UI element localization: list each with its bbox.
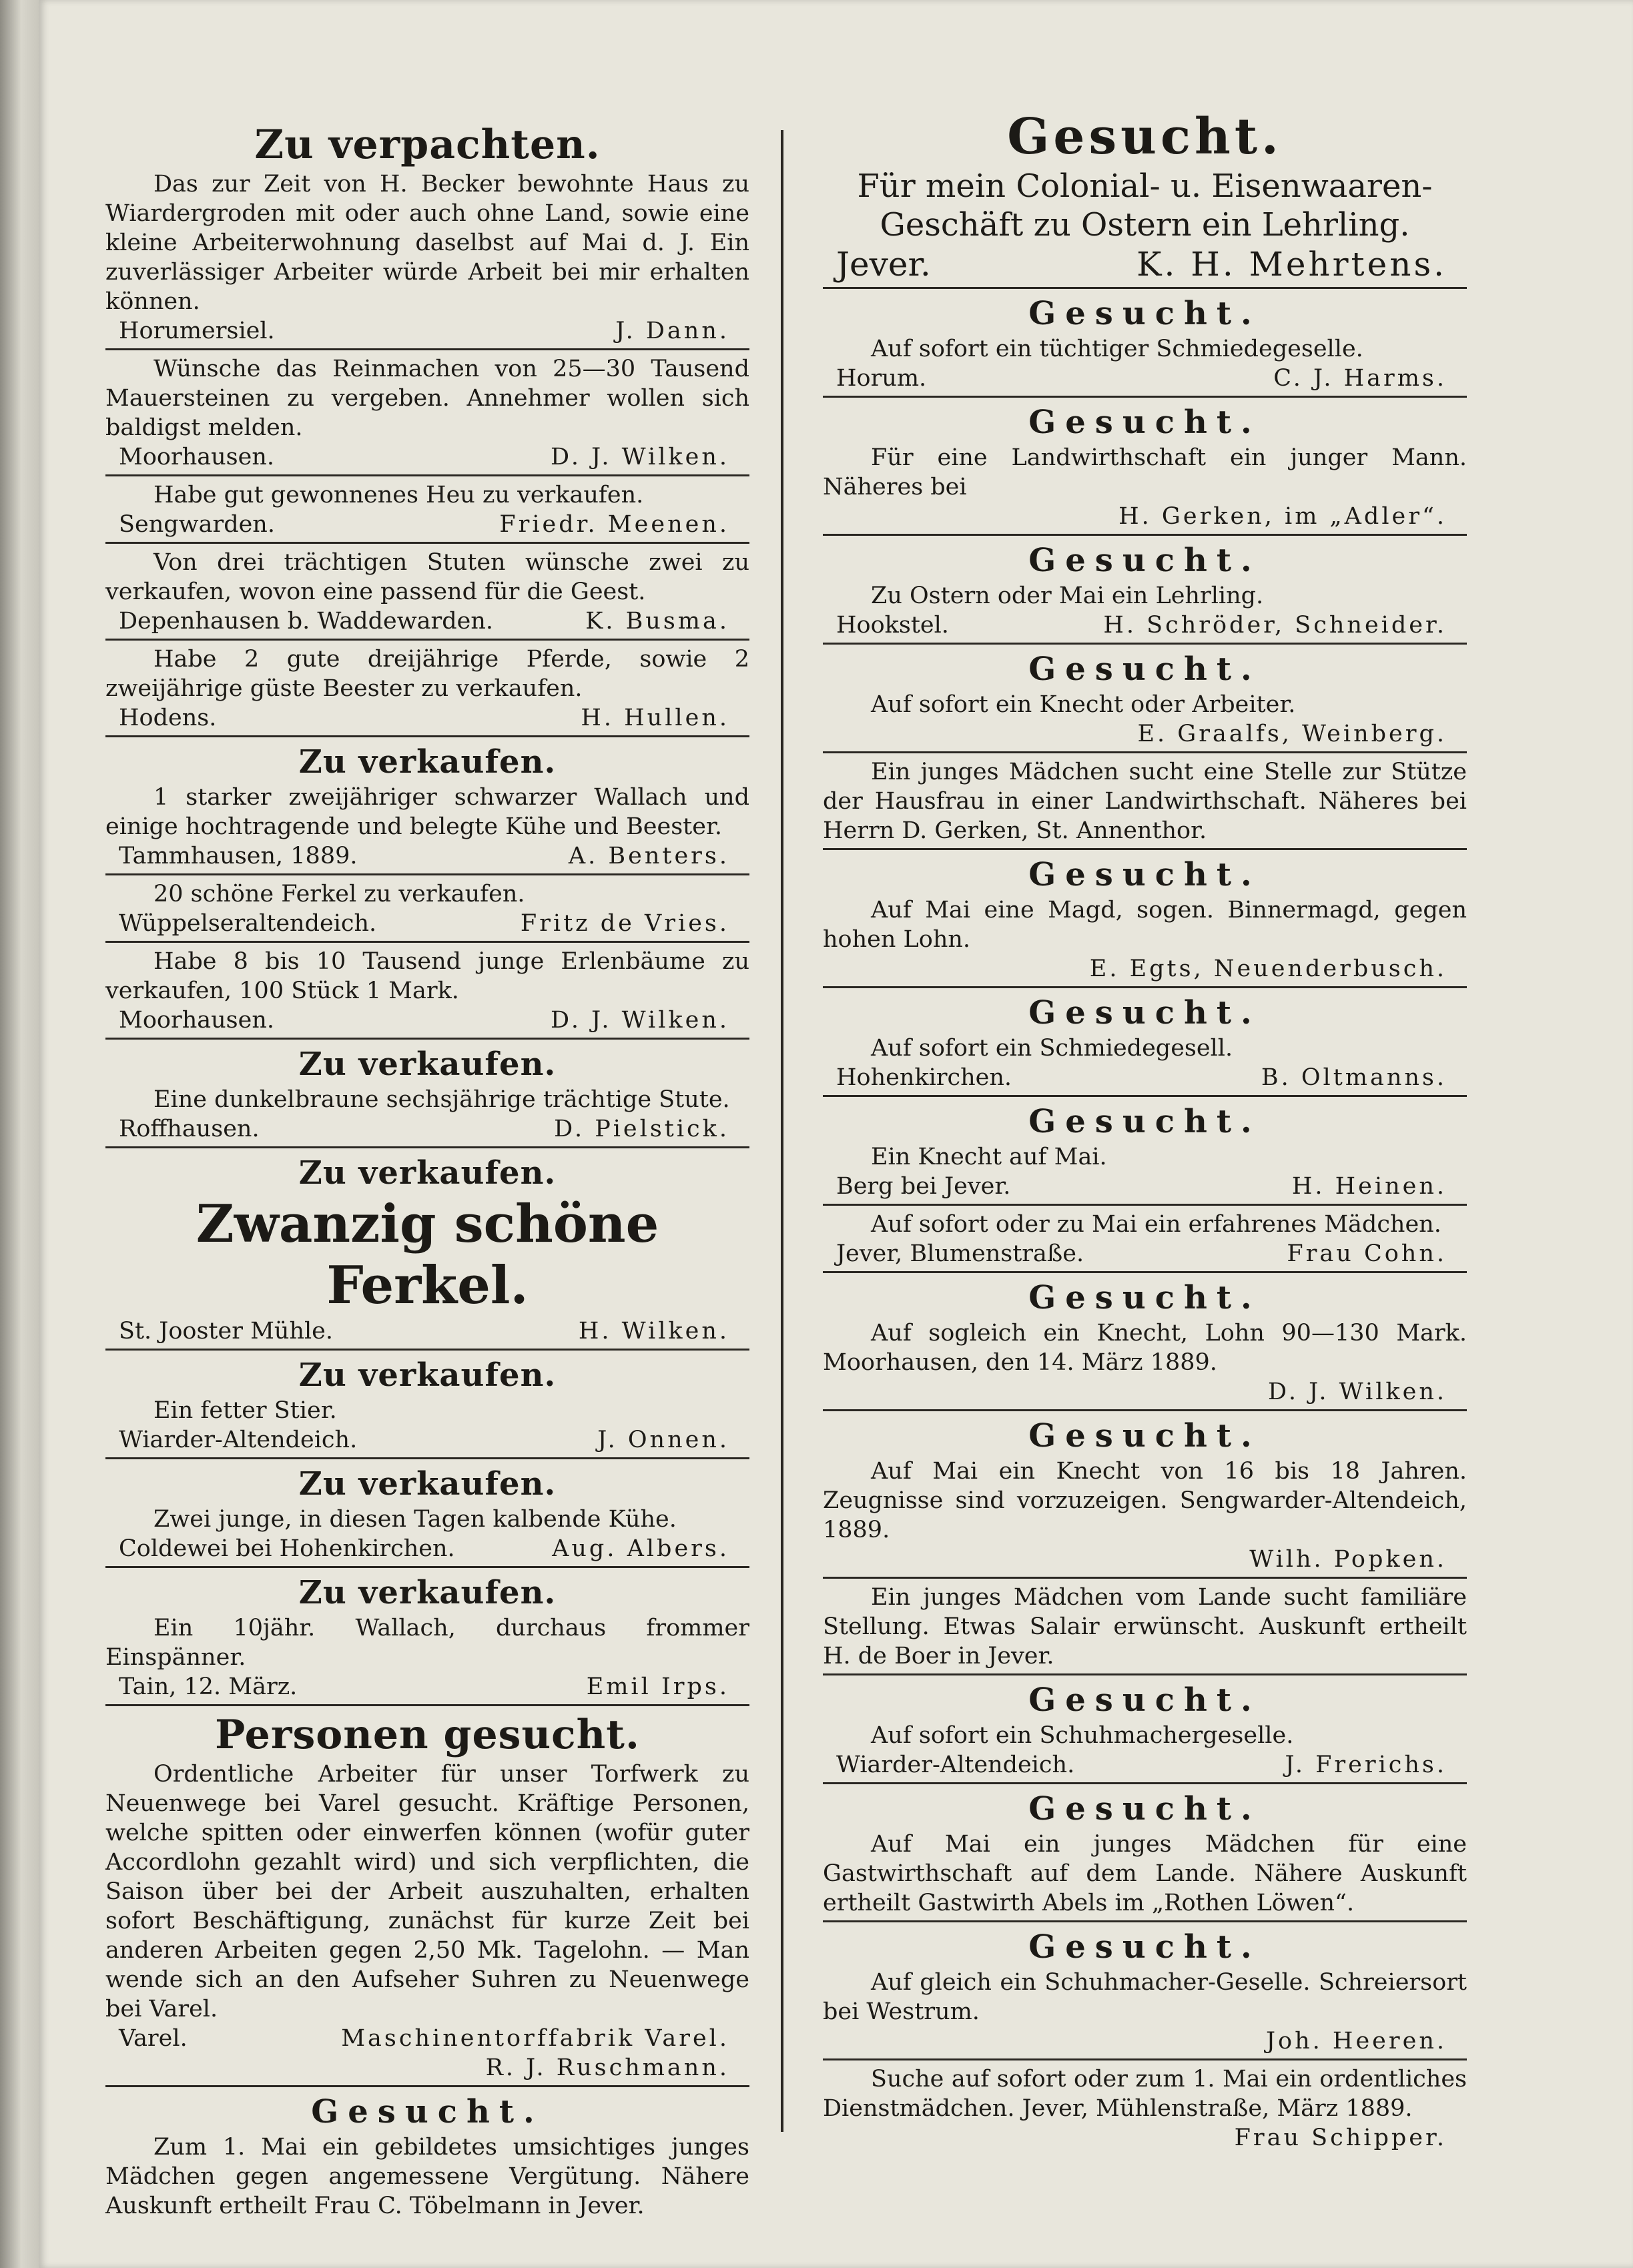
- ad-signer: Fritz de Vries.: [520, 910, 729, 937]
- ad-signature: [823, 502, 1467, 531]
- advertisement: [105, 354, 749, 476]
- ad-heading: Gesucht.: [311, 2093, 544, 2131]
- ad-signature: [823, 1063, 1467, 1092]
- ad-body: Auf sofort ein Schuhmachergeselle.: [871, 1722, 1294, 1749]
- ad-heading: Zu verkaufen.: [298, 1574, 557, 1611]
- ad-signature: [105, 1006, 749, 1035]
- ad-signer: Emil Irps.: [586, 1673, 729, 1700]
- ad-body: Auf sogleich ein Knecht, Lohn 90—130 Mark. Moorhausen, den 14. März 1889.: [823, 1320, 1467, 1376]
- ad-place: Moorhausen.: [119, 1007, 275, 1034]
- ad-signature: [105, 510, 749, 539]
- advertisement: [823, 854, 1467, 988]
- ad-signer: E. Graalfs, Weinberg.: [1137, 721, 1447, 747]
- ad-heading: Gesucht.: [1028, 856, 1261, 893]
- ad-signature: [823, 1377, 1467, 1407]
- left-column: [105, 120, 749, 2227]
- ad-body: Auf sofort ein Knecht oder Arbeiter.: [871, 691, 1296, 718]
- ad-signature: [823, 364, 1467, 393]
- ad-place: Roffhausen.: [119, 1116, 260, 1142]
- advertisement: [823, 1277, 1467, 1411]
- ad-body: Ordentliche Arbeiter für unser Torfwerk zu Neuenwege bei Varel gesucht. Kräftige Personen, welche spitten oder einwerfen können (wofür guter Accordlohn gezahlt wird) und sich verpflichten, die Saison über bei der Arbeit auszuhalten, erhalten sofort Beschäftigung, zunächst für kurze Zeit bei anderen Arbeiten gegen 2,50 Mk. Tagelohn. — Man wende sich an den Aufseher Suhren zu Neuenwege bei Varel.: [105, 1761, 749, 2022]
- ad-signer: J. Dann.: [615, 318, 729, 344]
- ad-signature: [823, 1750, 1467, 1780]
- ad-body: Eine dunkelbraune sechsjährige trächtige Stute.: [153, 1086, 730, 1113]
- ad-body: Ein junges Mädchen sucht eine Stelle zur Stütze der Hausfrau in einer Landwirthschaft. Näheres bei Herrn D. Gerken, St. Annenthor.: [823, 759, 1467, 844]
- ad-heading: Zu verpachten.: [254, 121, 601, 168]
- ad-heading: Gesucht.: [1028, 1103, 1261, 1140]
- advertisement: [105, 741, 749, 875]
- ad-body: Habe 8 bis 10 Tausend junge Erlenbäume zu verkaufen, 100 Stück 1 Mark.: [105, 948, 749, 1004]
- ad-place: Wiarder-Altendeich.: [119, 1427, 358, 1453]
- ad-body: Das zur Zeit von H. Becker bewohnte Haus zu Wiardergroden mit oder auch ohne Land, sowie eine kleine Arbeiterwohnung daselbst auf Mai d. J. Ein zuverlässiger Arbeiter würde Arbeit bei mir erhalten können.: [105, 171, 749, 315]
- advertisement: [105, 1044, 749, 1148]
- ad-heading: Zu verkaufen.: [298, 1357, 557, 1394]
- ad-signature-2: [105, 2053, 749, 2083]
- advertisement: [105, 1152, 749, 1351]
- ad-signature: [823, 1172, 1467, 1201]
- ad-signer: H. Heinen.: [1291, 1173, 1447, 1200]
- ad-place: Horum.: [836, 365, 927, 392]
- ad-heading: Gesucht.: [1028, 542, 1261, 579]
- ad-body: Auf Mai eine Magd, sogen. Binnermagd, gegen hohen Lohn.: [823, 897, 1467, 953]
- advertisement: [823, 293, 1467, 398]
- ad-heading: Gesucht.: [1028, 1790, 1261, 1828]
- ad-heading: Personen gesucht.: [215, 1712, 640, 1758]
- advertisement: [105, 1463, 749, 1568]
- ad-place: Wüppelseraltendeich.: [119, 910, 377, 937]
- advertisement: [823, 1210, 1467, 1273]
- ad-place: Horumersiel.: [119, 318, 275, 344]
- ad-heading: Gesucht.: [1028, 404, 1261, 441]
- ad-signer: J. Frerichs.: [1285, 1752, 1447, 1778]
- ad-signature: [105, 909, 749, 938]
- advertisement: [823, 1926, 1467, 2060]
- ad-body: Auf sofort ein tüchtiger Schmiedegeselle.: [871, 336, 1363, 362]
- advertisement: [823, 649, 1467, 753]
- advertisement: [105, 1572, 749, 1706]
- ad-heading: Gesucht.: [1028, 1279, 1261, 1316]
- ad-heading: Zu verkaufen.: [298, 1154, 557, 1192]
- ad-signature: [105, 1114, 749, 1144]
- ad-signer: Friedr. Meenen.: [499, 511, 729, 538]
- ad-signer: H. Schröder, Schneider.: [1103, 612, 1447, 639]
- ad-body: Für eine Landwirthschaft ein junger Mann. Näheres bei: [823, 444, 1467, 500]
- ad-place: St. Jooster Mühle.: [119, 1318, 334, 1345]
- ad-body: Ein junges Mädchen vom Lande sucht familiäre Stellung. Etwas Salair erwünscht. Auskunft ertheilt H. de Boer in Jever.: [823, 1584, 1467, 1669]
- ad-place: Jever.: [836, 245, 931, 284]
- ad-place: Tammhausen, 1889.: [119, 843, 358, 869]
- ad-signature: [105, 703, 749, 733]
- ad-signature: [105, 316, 749, 346]
- right-column: [823, 107, 1467, 2159]
- advertisement: [105, 1355, 749, 1459]
- ad-body: 1 starker zweijähriger schwarzer Wallach und einige hochtragende und belegte Kühe und Beester.: [105, 784, 749, 840]
- ad-signer-2: R. J. Ruschmann.: [485, 2054, 729, 2081]
- advertisement: [823, 1583, 1467, 1675]
- ad-body: 20 schöne Ferkel zu verkaufen.: [153, 881, 525, 907]
- ad-place: Jever, Blumenstraße.: [836, 1240, 1084, 1267]
- advertisement: [823, 1415, 1467, 1579]
- ad-place: Moorhausen.: [119, 444, 275, 470]
- ad-body: Von drei trächtigen Stuten wünsche zwei zu verkaufen, wovon eine passend für die Geest.: [105, 549, 749, 605]
- ad-signature: [105, 2024, 749, 2053]
- ad-signer: H. Gerken, im „Adler“.: [1118, 503, 1447, 530]
- advertisement: [823, 2064, 1467, 2155]
- ad-body: Auf gleich ein Schuhmacher-Geselle. Schreiersort bei Westrum.: [823, 1969, 1467, 2025]
- ad-body: Auf sofort oder zu Mai ein erfahrenes Mädchen.: [871, 1211, 1441, 1238]
- ad-heading: Zu verkaufen.: [298, 1465, 557, 1503]
- ad-signer: H. Hullen.: [581, 705, 729, 731]
- ad-signer: J. Onnen.: [597, 1427, 729, 1453]
- ad-heading: Gesucht.: [1028, 295, 1261, 332]
- ad-signer: D. J. Wilken.: [551, 1007, 729, 1034]
- ad-signer: E. Egts, Neuenderbusch.: [1089, 956, 1447, 982]
- ad-place: Varel.: [119, 2025, 188, 2052]
- ad-heading: Gesucht.: [1007, 108, 1283, 165]
- ad-signer: Maschinentorffabrik Varel.: [341, 2025, 729, 2052]
- ad-body: Wünsche das Reinmachen von 25—30 Tausend Mauersteinen zu vergeben. Annehmer wollen sich baldigst melden.: [105, 356, 749, 441]
- ad-signer: H. Wilken.: [578, 1318, 729, 1345]
- ad-signer: B. Oltmanns.: [1261, 1064, 1447, 1091]
- ad-signature: [823, 2026, 1467, 2056]
- advertisement: [823, 757, 1467, 850]
- column-divider: [781, 130, 783, 2132]
- advertisement: [823, 1101, 1467, 1206]
- ad-place: Depenhausen b. Waddewarden.: [119, 608, 494, 635]
- ad-place: Coldewei bei Hohenkirchen.: [119, 1535, 455, 1562]
- ad-place: Hodens.: [119, 705, 217, 731]
- ad-signer: Wilh. Popken.: [1249, 1546, 1447, 1573]
- ad-signature: [105, 442, 749, 472]
- ad-signature: [823, 1545, 1467, 1574]
- ad-heading: Zu verkaufen.: [298, 1046, 557, 1083]
- ad-heading: Gesucht.: [1028, 1681, 1261, 1719]
- advertisement: [823, 1679, 1467, 1784]
- page-binding-edge: [0, 0, 39, 2268]
- ad-big-text: Zwanzig schöne Ferkel.: [196, 1194, 659, 1316]
- ad-heading: Gesucht.: [1028, 994, 1261, 1032]
- ad-body: Ein Knecht auf Mai.: [871, 1144, 1107, 1170]
- ad-body: Auf sofort ein Schmiedegesell.: [871, 1035, 1233, 1062]
- ad-place: Sengwarden.: [119, 511, 275, 538]
- ad-heading: Gesucht.: [1028, 1928, 1261, 1966]
- ad-body: Zwei junge, in diesen Tagen kalbende Kühe.: [153, 1506, 677, 1533]
- ad-signer: Frau Schipper.: [1234, 2125, 1447, 2151]
- ad-place: Berg bei Jever.: [836, 1173, 1011, 1200]
- advertisement: [105, 879, 749, 943]
- ad-signature: [105, 1425, 749, 1455]
- ad-signer: Joh. Heeren.: [1266, 2028, 1447, 2054]
- ad-signature: [105, 841, 749, 871]
- advertisement: [105, 120, 749, 350]
- ad-signature: [105, 607, 749, 636]
- ad-signer: Aug. Albers.: [552, 1535, 729, 1562]
- ad-heading: Gesucht.: [1028, 1417, 1261, 1455]
- ad-body: Auf Mai ein junges Mädchen für eine Gastwirthschaft auf dem Lande. Nähere Auskunft ertheilt Gastwirth Abels im „Rothen Löwen“.: [823, 1831, 1467, 1916]
- ad-signer: K. H. Mehrtens.: [1136, 245, 1447, 284]
- advertisement: [823, 540, 1467, 645]
- ad-big-text: Für mein Colonial- u. Eisenwaaren-Geschäft zu Ostern ein Lehrling.: [857, 167, 1433, 244]
- ad-heading: Gesucht.: [1028, 651, 1261, 688]
- ad-signer: D. Pielstick.: [554, 1116, 729, 1142]
- ad-place: Hohenkirchen.: [836, 1064, 1012, 1091]
- ad-body: Suche auf sofort oder zum 1. Mai ein ordentliches Dienstmädchen. Jever, Mühlenstraße, März 1889.: [823, 2066, 1467, 2122]
- advertisement: [823, 992, 1467, 1097]
- ad-signer: A. Benters.: [568, 843, 729, 869]
- ad-body: Habe 2 gute dreijährige Pferde, sowie 2 zweijährige güste Beester zu verkaufen.: [105, 646, 749, 702]
- ad-body: Zum 1. Mai ein gebildetes umsichtiges junges Mädchen gegen angemessene Vergütung. Nähere Auskunft ertheilt Frau C. Töbelmann in Jever.: [105, 2134, 749, 2219]
- ad-signature: [823, 719, 1467, 749]
- advertisement: [105, 645, 749, 737]
- newspaper-page: [39, 0, 1633, 2268]
- ad-signer: K. Busma.: [585, 608, 729, 635]
- advertisement: [823, 107, 1467, 289]
- ad-signer: C. J. Harms.: [1273, 365, 1447, 392]
- ad-body: Habe gut gewonnenes Heu zu verkaufen.: [153, 482, 644, 508]
- advertisement: [105, 947, 749, 1040]
- advertisement: [105, 480, 749, 544]
- ad-signature: [105, 1534, 749, 1563]
- ad-place: Wiarder-Altendeich.: [836, 1752, 1075, 1778]
- ad-signature: [105, 1316, 749, 1346]
- advertisement: [823, 402, 1467, 536]
- ad-body: Zu Ostern oder Mai ein Lehrling.: [871, 583, 1264, 609]
- ad-signature: [105, 1672, 749, 1702]
- ad-place: Hookstel.: [836, 612, 949, 639]
- ad-signature: [823, 611, 1467, 640]
- advertisement: [105, 548, 749, 641]
- ad-signature: [823, 1239, 1467, 1268]
- ad-signer: D. J. Wilken.: [1268, 1379, 1447, 1405]
- ad-body: Ein 10jähr. Wallach, durchaus frommer Einspänner.: [105, 1615, 749, 1671]
- ad-signer: Frau Cohn.: [1287, 1240, 1447, 1267]
- advertisement: [105, 2091, 749, 2223]
- ad-signature: [823, 244, 1467, 284]
- ad-body: Auf Mai ein Knecht von 16 bis 18 Jahren. Zeugnisse sind vorzuzeigen. Sengwarder-Altendeich, 1889.: [823, 1458, 1467, 1543]
- ad-heading: Zu verkaufen.: [298, 743, 557, 781]
- advertisement: [823, 1788, 1467, 1922]
- ad-signature: [823, 954, 1467, 984]
- ad-place: Tain, 12. März.: [119, 1673, 298, 1700]
- ad-signature: [823, 2123, 1467, 2153]
- ad-body: Ein fetter Stier.: [153, 1397, 337, 1424]
- ad-signer: D. J. Wilken.: [551, 444, 729, 470]
- advertisement: [105, 1710, 749, 2087]
